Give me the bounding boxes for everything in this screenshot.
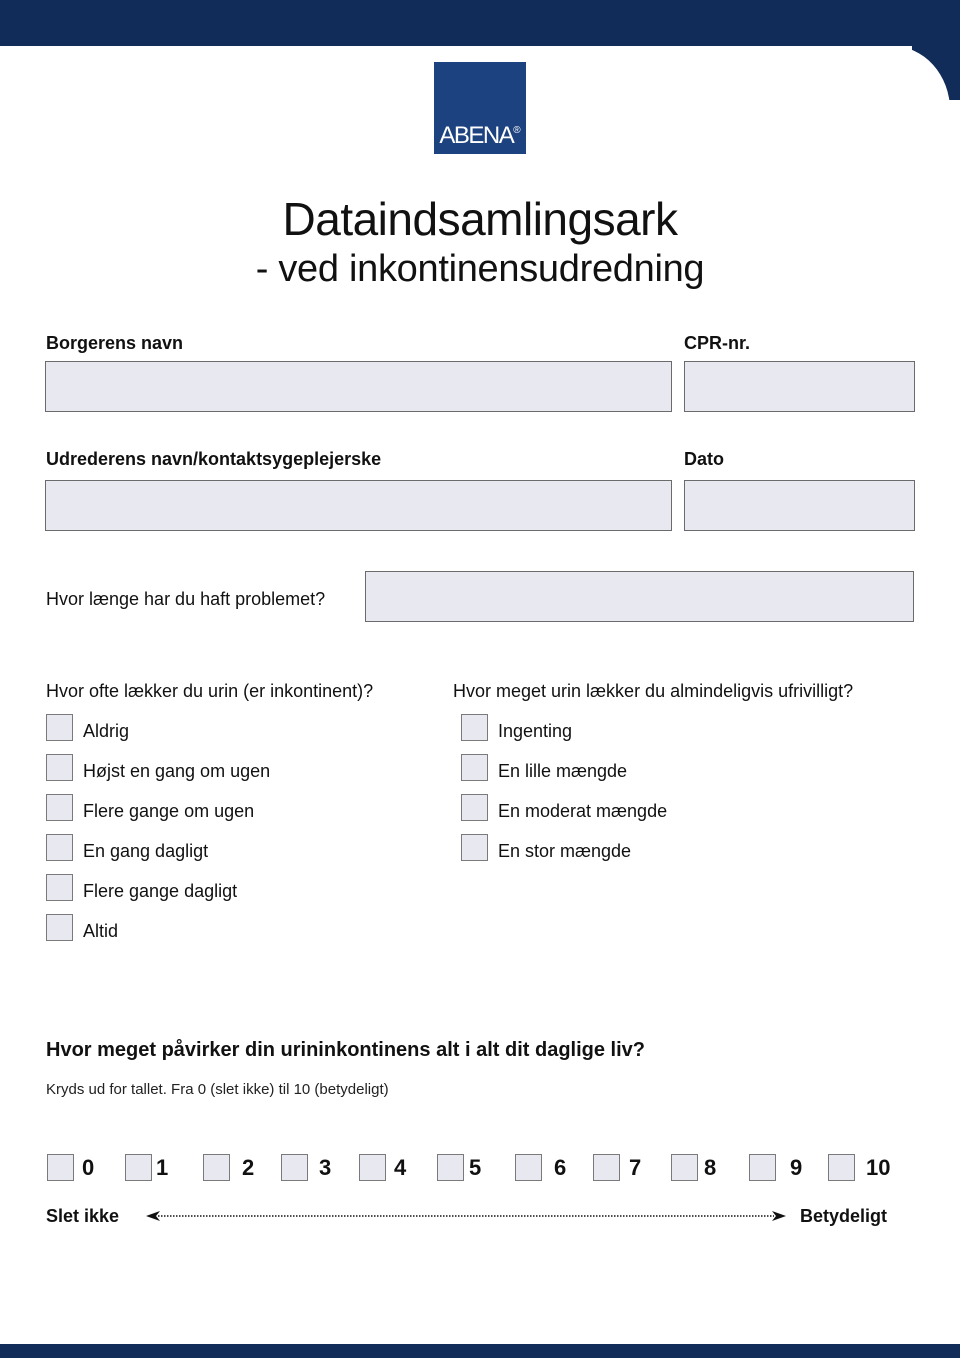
- impact-question: Hvor meget påvirker din urininkontinens alt i alt dit daglige liv?: [46, 1039, 645, 1061]
- scale-option-2[interactable]: [203, 1153, 254, 1181]
- checkbox[interactable]: [46, 794, 73, 821]
- option-label: En stor mængde: [498, 841, 632, 861]
- checkbox[interactable]: [46, 834, 73, 861]
- scale-arrow-icon: [146, 1209, 786, 1223]
- scale-number: 1: [156, 1155, 169, 1180]
- duration-label: Hvor længe har du haft problemet?: [46, 589, 326, 609]
- frequency-option[interactable]: [46, 913, 118, 941]
- amount-option[interactable]: [461, 753, 627, 781]
- checkbox[interactable]: [46, 714, 73, 741]
- date-field[interactable]: [684, 480, 915, 531]
- checkbox[interactable]: [671, 1154, 698, 1181]
- checkbox[interactable]: [46, 754, 73, 781]
- scale-option-4[interactable]: [359, 1153, 406, 1181]
- scale-number: 6: [554, 1155, 567, 1180]
- option-label: Højst en gang om ugen: [83, 761, 271, 781]
- checkbox[interactable]: [47, 1154, 74, 1181]
- scale-option-10[interactable]: [828, 1153, 890, 1181]
- scale-number: 4: [394, 1155, 407, 1180]
- option-label: En gang dagligt: [83, 841, 209, 861]
- checkbox[interactable]: [593, 1154, 620, 1181]
- checkbox[interactable]: [461, 834, 488, 861]
- amount-question: Hvor meget urin lækker du almindeligvis ufrivilligt?: [453, 681, 854, 701]
- scale-min-label: Slet ikke: [46, 1206, 120, 1226]
- scale-option-1[interactable]: [125, 1153, 168, 1181]
- scale-option-6[interactable]: [515, 1153, 566, 1181]
- cpr-field[interactable]: [684, 361, 915, 412]
- scale-number: 9: [790, 1155, 803, 1180]
- option-label: Flere gange dagligt: [83, 881, 238, 901]
- date-label: Dato: [684, 449, 724, 469]
- logo-text: ABENA®: [439, 122, 521, 149]
- checkbox[interactable]: [203, 1154, 230, 1181]
- checkbox[interactable]: [125, 1154, 152, 1181]
- option-label: Aldrig: [83, 721, 130, 741]
- scale-option-8[interactable]: [671, 1153, 716, 1181]
- checkbox[interactable]: [828, 1154, 855, 1181]
- scale-option-0[interactable]: [47, 1153, 94, 1181]
- checkbox[interactable]: [749, 1154, 776, 1181]
- page-subtitle: - ved inkontinensudredning: [255, 248, 705, 290]
- amount-option[interactable]: [461, 793, 667, 821]
- scale-option-9[interactable]: [749, 1153, 802, 1181]
- checkbox[interactable]: [461, 754, 488, 781]
- checkbox[interactable]: [461, 714, 488, 741]
- scale-option-5[interactable]: [437, 1153, 481, 1181]
- scale-number: 10: [866, 1155, 891, 1180]
- checkbox[interactable]: [515, 1154, 542, 1181]
- frequency-option[interactable]: [46, 793, 254, 821]
- duration-field[interactable]: [365, 571, 914, 622]
- checkbox[interactable]: [461, 794, 488, 821]
- assessor-name-label: Udrederens navn/kontaktsygeplejerske: [46, 449, 382, 469]
- citizen-name-field[interactable]: [45, 361, 672, 412]
- option-label: Flere gange om ugen: [83, 801, 255, 821]
- header-band: [0, 0, 960, 46]
- amount-option[interactable]: [461, 833, 631, 861]
- scale-number: 3: [319, 1155, 332, 1180]
- scale-max-label: Betydeligt: [800, 1206, 888, 1226]
- page-title: Dataindsamlingsark: [282, 193, 678, 245]
- footer-band: [0, 1344, 960, 1358]
- checkbox[interactable]: [46, 914, 73, 941]
- abena-logo: [434, 62, 526, 154]
- option-label: En moderat mængde: [498, 801, 668, 821]
- scale-option-7[interactable]: [593, 1153, 641, 1181]
- cpr-label: CPR-nr.: [684, 333, 751, 353]
- checkbox[interactable]: [281, 1154, 308, 1181]
- option-label: En lille mængde: [498, 761, 628, 781]
- frequency-option[interactable]: [46, 833, 208, 861]
- checkbox[interactable]: [437, 1154, 464, 1181]
- frequency-question: Hvor ofte lækker du urin (er inkontinent)?: [46, 681, 374, 701]
- impact-hint: Kryds ud for tallet. Fra 0 (slet ikke) til 10 (betydeligt): [46, 1081, 389, 1098]
- checkbox[interactable]: [46, 874, 73, 901]
- citizen-name-label: Borgerens navn: [46, 333, 184, 353]
- checkbox[interactable]: [359, 1154, 386, 1181]
- frequency-option[interactable]: [46, 753, 270, 781]
- scale-number: 8: [704, 1155, 717, 1180]
- frequency-option[interactable]: [46, 873, 237, 901]
- option-label: Altid: [83, 921, 119, 941]
- scale-number: 0: [82, 1155, 95, 1180]
- scale-option-3[interactable]: [281, 1153, 331, 1181]
- option-label: Ingenting: [498, 721, 573, 741]
- header-corner-curve: [912, 46, 960, 100]
- scale-number: 7: [629, 1155, 642, 1180]
- scale-number: 2: [242, 1155, 255, 1180]
- amount-option[interactable]: [461, 713, 572, 741]
- assessor-name-field[interactable]: [45, 480, 672, 531]
- scale-number: 5: [469, 1155, 482, 1180]
- frequency-option[interactable]: [46, 713, 129, 741]
